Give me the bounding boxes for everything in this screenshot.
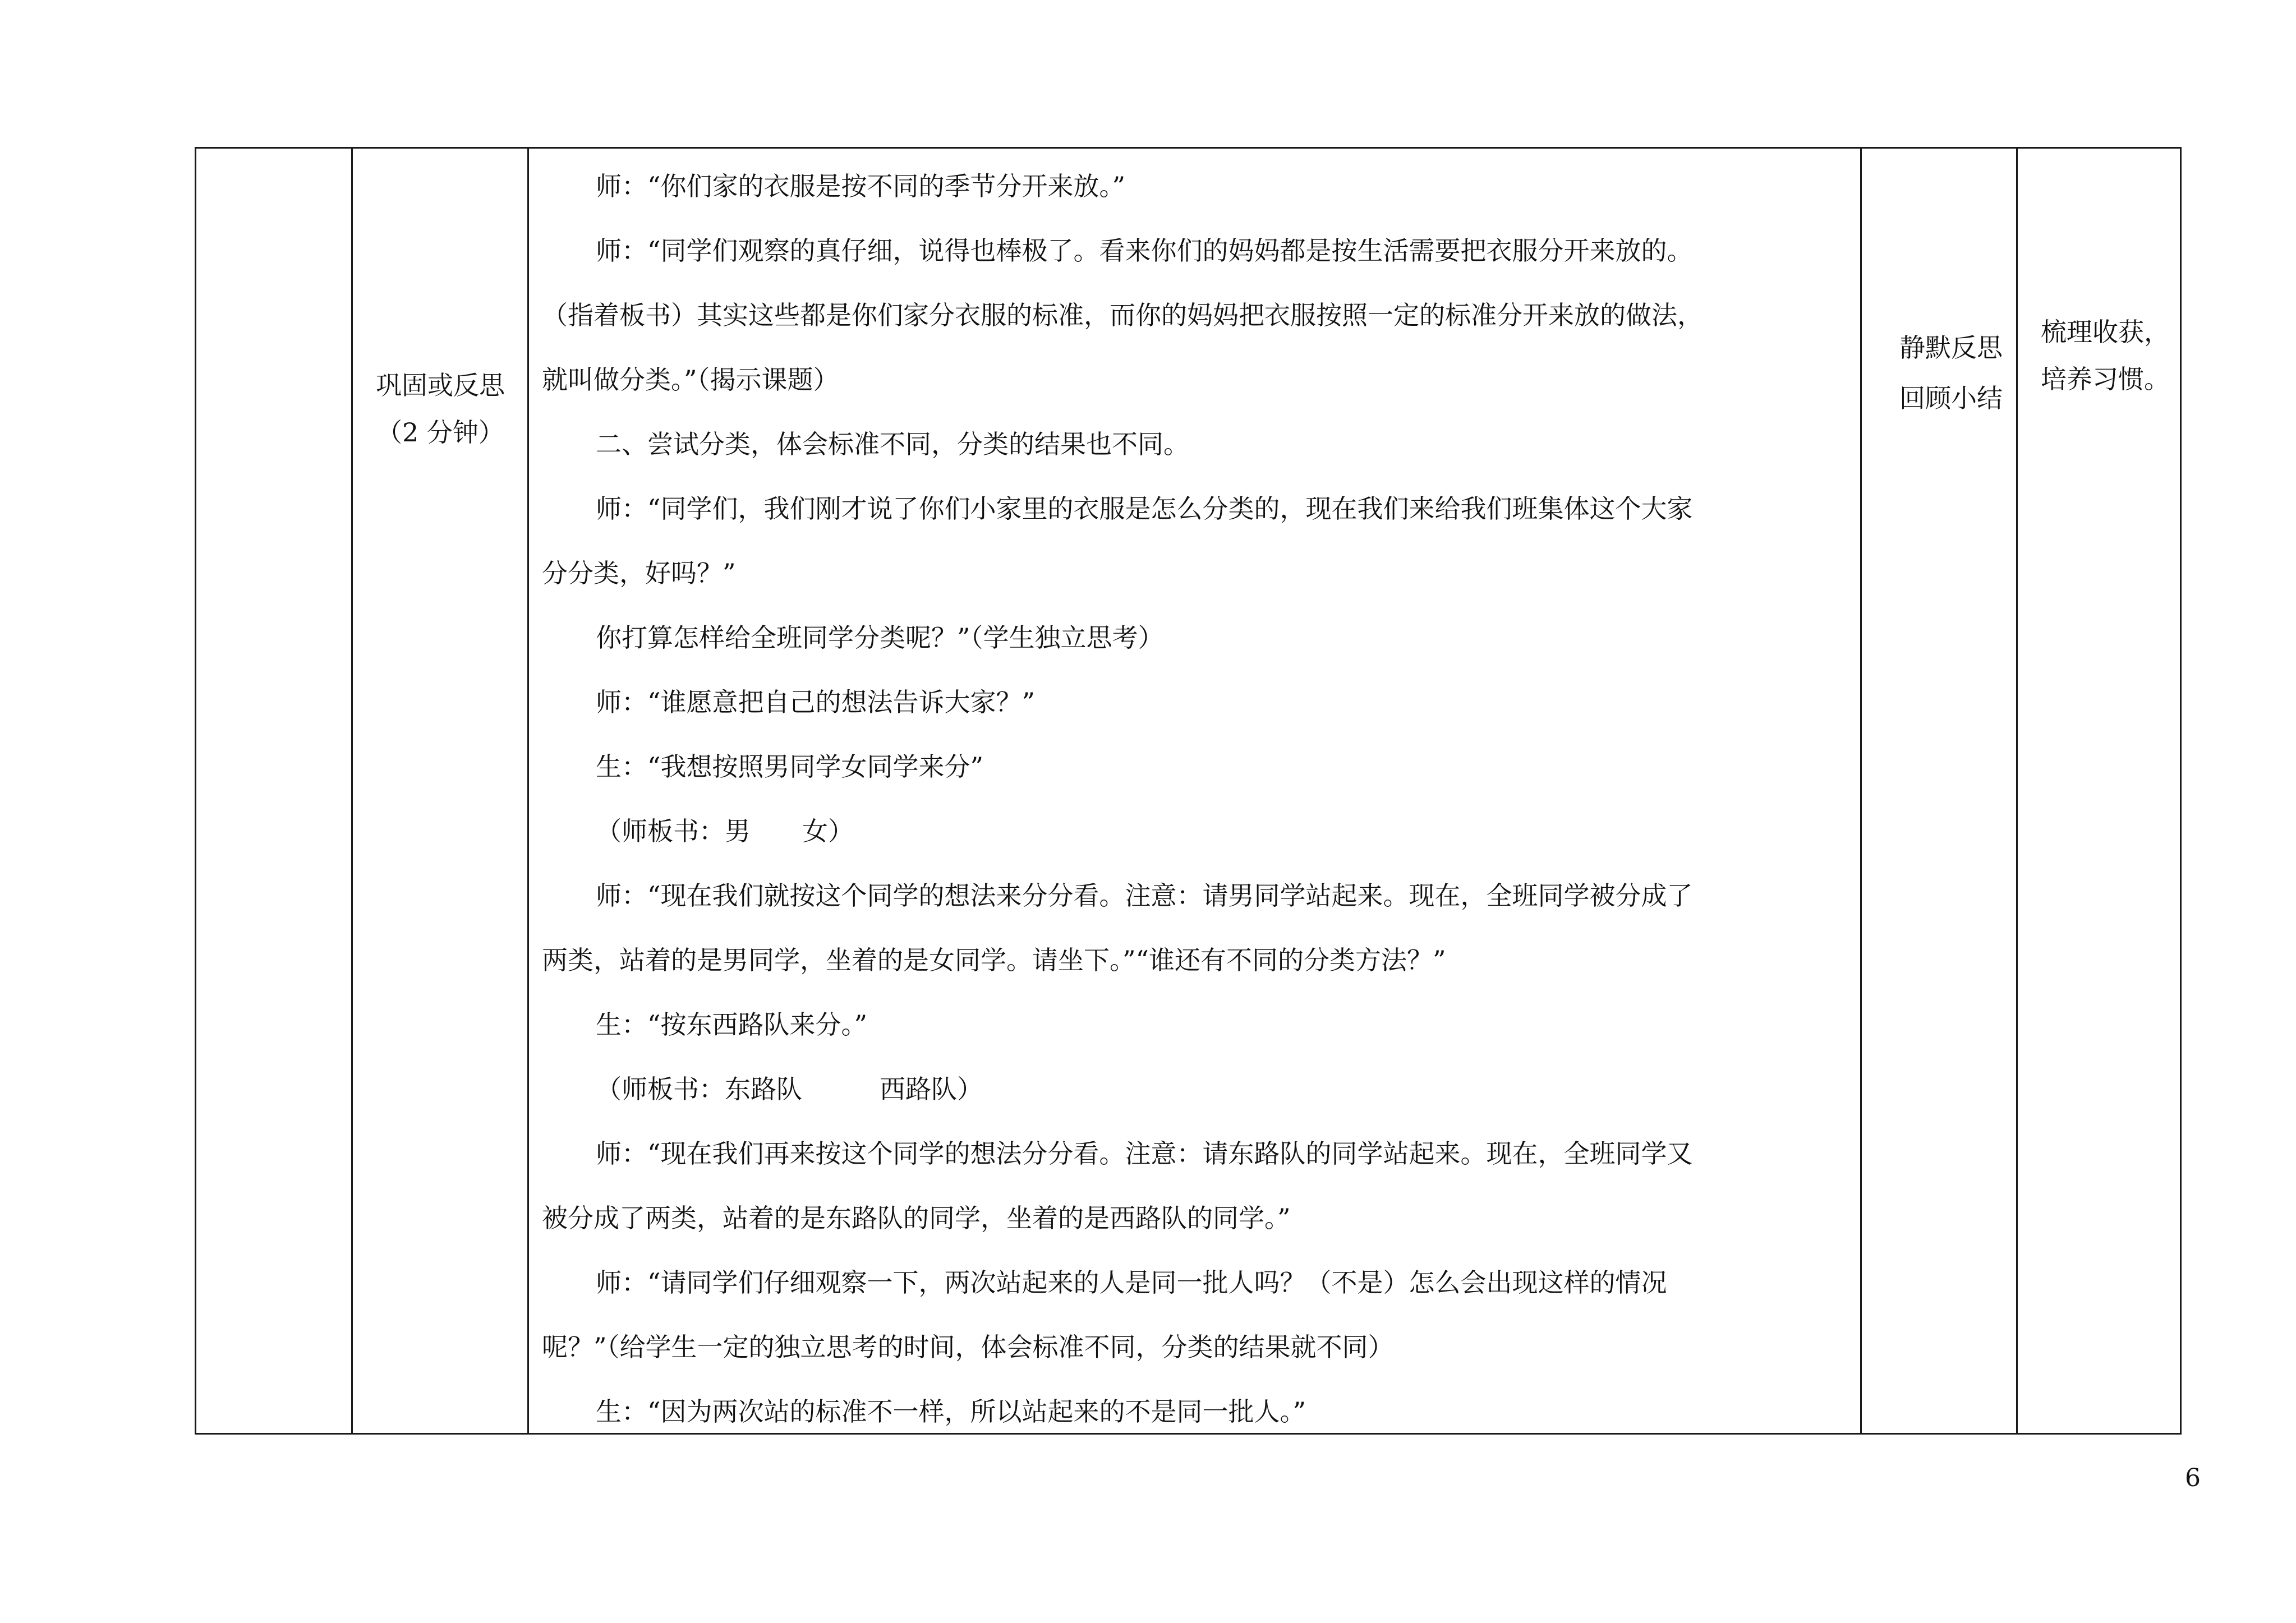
teaching-content-cell bbox=[542, 154, 1849, 1444]
content-line: 就叫做分类。”（揭示课题） bbox=[542, 365, 839, 395]
student-activity-cell bbox=[1881, 322, 2021, 423]
content-line: 师：“请同学们仔细观察一下，两次站起来的人是同一批人吗？（不是）怎么会出现这样的情况 bbox=[596, 1267, 1667, 1298]
content-line: （师板书：东路队 西路队） bbox=[596, 1074, 983, 1104]
student-activity-line: 回顾小结 bbox=[1899, 383, 2003, 413]
content-line: 生：“我想按照男同学女同学来分” bbox=[596, 751, 984, 782]
design-intent-line: 梳理收获， bbox=[2041, 317, 2170, 347]
lesson-table bbox=[195, 147, 2182, 1435]
content-line: 分分类，好吗？” bbox=[542, 558, 736, 588]
content-line: 生：“因为两次站的标准不一样，所以站起来的不是同一批人。” bbox=[596, 1396, 1306, 1427]
content-line: 师：“同学们，我们刚才说了你们小家里的衣服是怎么分类的，现在我们来给我们班集体这个大家 bbox=[596, 494, 1693, 524]
content-line: 师：“现在我们就按这个同学的想法来分分看。注意：请男同学站起来。现在，全班同学被分成了 bbox=[596, 880, 1693, 911]
content-line: 师：“同学们观察的真仔细，说得也棒极了。看来你们的妈妈都是按生活需要把衣服分开来放的。 bbox=[596, 236, 1693, 266]
stage-cell bbox=[353, 362, 527, 456]
content-line: 二、尝试分类，体会标准不同，分类的结果也不同。 bbox=[596, 429, 1189, 459]
stage-name: 巩固或反思 bbox=[376, 370, 505, 400]
content-line: 师：“你们家的衣服是按不同的季节分开来放。” bbox=[596, 171, 1126, 201]
page-number: 6 bbox=[2185, 1464, 2201, 1492]
content-line: 生：“按东西路队来分。” bbox=[596, 1009, 868, 1040]
column-divider bbox=[527, 149, 529, 1433]
student-activity-line: 静默反思 bbox=[1899, 333, 2003, 363]
column-divider bbox=[351, 149, 353, 1433]
content-line: 师：“现在我们再来按这个同学的想法分分看。注意：请东路队的同学站起来。现在，全班同学又 bbox=[596, 1138, 1693, 1169]
content-line: 两类，站着的是男同学，坐着的是女同学。请坐下。”“谁还有不同的分类方法？” bbox=[542, 945, 1446, 975]
stage-duration: （2 分钟） bbox=[376, 417, 504, 448]
content-line: 呢？”（给学生一定的独立思考的时间，体会标准不同，分类的结果就不同） bbox=[542, 1332, 1394, 1362]
content-line: （师板书：男 女） bbox=[596, 816, 854, 846]
column-divider bbox=[1860, 149, 1862, 1433]
design-intent-line: 培养习惯。 bbox=[2041, 364, 2170, 394]
content-line: 师：“谁愿意把自己的想法告诉大家？” bbox=[596, 687, 1036, 717]
content-line: 你打算怎样给全班同学分类呢？”（学生独立思考） bbox=[596, 623, 1164, 653]
design-intent-cell bbox=[2038, 308, 2173, 403]
content-line: （指着板书）其实这些都是你们家分衣服的标准，而你的妈妈把衣服按照一定的标准分开来放的做法， bbox=[542, 300, 1703, 330]
content-line: 被分成了两类，站着的是东路队的同学，坐着的是西路队的同学。” bbox=[542, 1203, 1291, 1233]
